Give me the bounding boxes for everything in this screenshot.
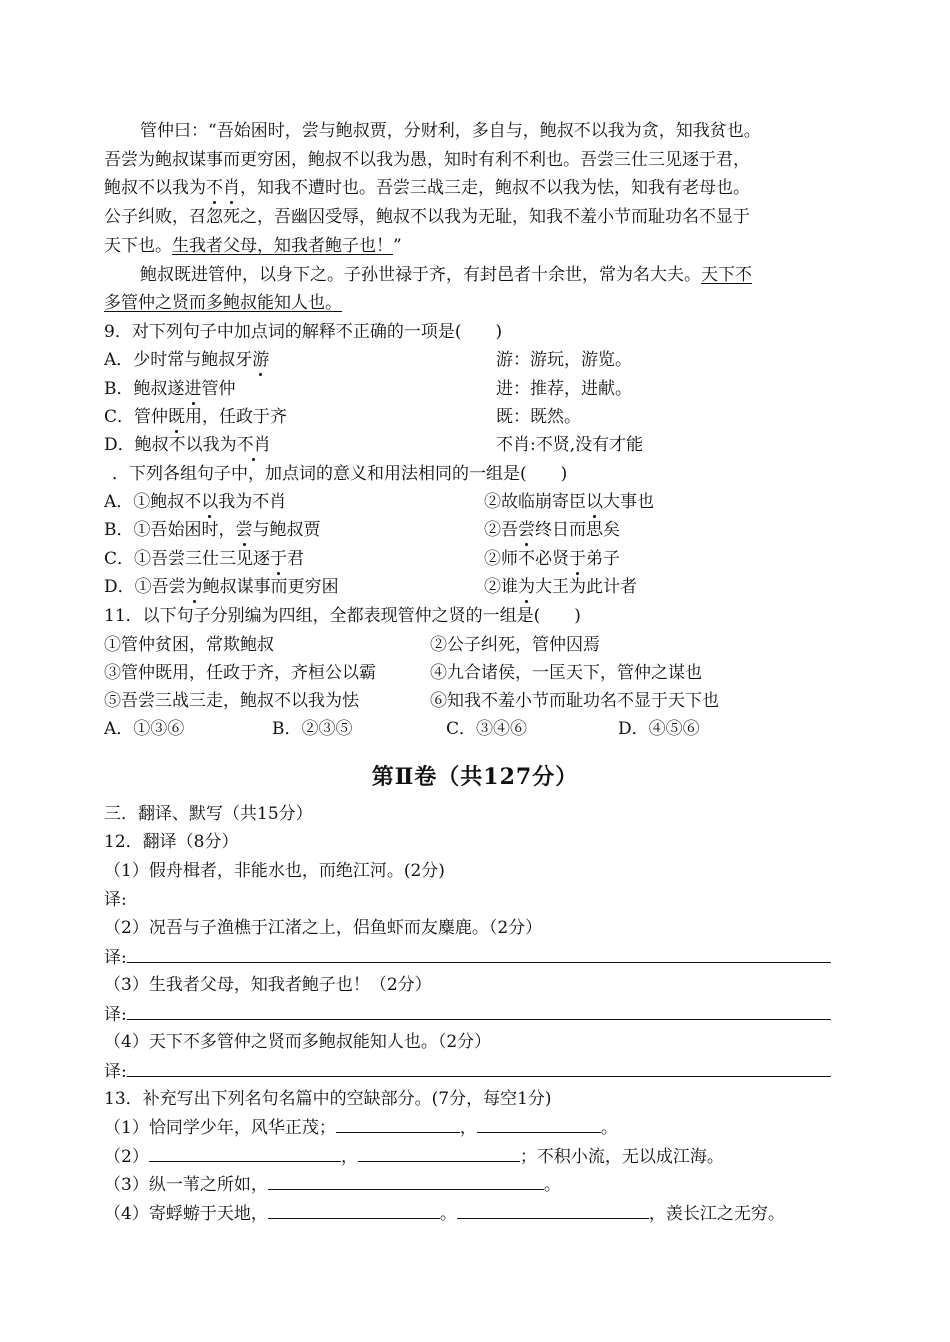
- q9-option-a: A．少时常与鲍叔牙游 游：游玩，游览。: [104, 350, 632, 370]
- passage-line: [104, 292, 342, 314]
- answer-line[interactable]: 译:: [104, 1003, 831, 1026]
- translate-item: （2）况吾与子渔樵于江渚之上，侣鱼虾而友麋鹿。（2分）: [104, 918, 543, 938]
- passage-line: 鲍叔不以我为不肖，知我不遭时也。吾尝三战三走，鲍叔不以我为怯，知我有老母也。: [104, 178, 750, 198]
- answer-blank: [127, 946, 831, 963]
- question-10-stem: ．下列各组句子中，加点词的意义和用法相同的一组是( ): [112, 464, 568, 484]
- fill-blank[interactable]: [268, 1202, 440, 1219]
- fill-blank[interactable]: [336, 1116, 460, 1133]
- q9-option-c: C．管仲既用，任政于齐 既：既然。: [104, 407, 581, 427]
- answer-line[interactable]: 译:: [104, 946, 831, 969]
- fill-item: （4）寄蜉蝣于天地， 。 ，羡长江之无穷。: [104, 1204, 785, 1224]
- fill-blank[interactable]: [477, 1116, 601, 1133]
- dotted-char: 既: [168, 407, 186, 427]
- dotted-char: 为: [518, 577, 535, 597]
- q9-explanation: 不肖:不贤,没有才能: [496, 435, 644, 455]
- dotted-char: 以: [586, 492, 603, 512]
- fill-blank[interactable]: [457, 1202, 649, 1219]
- q9-option-d: D．鲍叔不以我为不肖 不肖:不贤,没有才能: [104, 435, 644, 455]
- fill-blank[interactable]: [268, 1173, 544, 1190]
- q10-option-c: C．①吾尝三仕三见逐于君 ②师不必贤于弟子: [104, 549, 620, 569]
- q11-row: ①管仲贫困，常欺鲍叔 ②公子纠死，管仲囚焉: [104, 635, 600, 655]
- dotted-char: 不肖: [236, 435, 271, 455]
- passage-line: 管仲曰：“吾始困时，尝与鲍叔贾，分财利，多自与，鲍叔不以我为贪，知我贫也。: [140, 121, 761, 141]
- q10-option-d: D．①吾尝为鲍叔谋事而更穷困 ②谁为大王为此计者: [104, 577, 637, 597]
- q11-row: ③管仲既用，任政于齐，齐桓公以霸 ④九合诸侯，一匡天下，管仲之谋也: [104, 663, 702, 683]
- part-3-heading: 三．翻译、默写（共15分）: [104, 804, 313, 824]
- dotted-char: 为: [185, 577, 203, 597]
- answer-blank: [127, 1060, 831, 1077]
- passage-line: 吾尝为鲍叔谋事而更穷困，鲍叔不以我为愚，知时有利不利也。吾尝三仕三见逐于君，: [104, 150, 750, 170]
- section-2-title: 第Ⅱ卷（共127分）: [371, 764, 579, 790]
- answer-line[interactable]: 译:: [104, 890, 127, 910]
- dotted-char: 不: [206, 178, 223, 198]
- dotted-char: 游: [252, 350, 270, 370]
- question-12-stem: 12．翻译（8分）: [104, 832, 239, 852]
- q9-explanation: 既：既然。: [496, 407, 581, 427]
- passage-line: 天下也。生我者父母，知我者鲍子也！”: [104, 236, 402, 256]
- passage-line: 公子纠败，召忽死之，吾幽囚受辱，鲍叔不以我为无耻，知我不羞小节而耻功名不显于: [104, 207, 750, 227]
- passage-line: 鲍叔既进管仲，以身下之。子孙世禄于齐，有封邑者十余世，常为名大夫。天下不: [140, 265, 752, 285]
- fill-item: （3）纵一苇之所如， 。: [104, 1175, 561, 1195]
- dotted-char: 进: [184, 379, 202, 399]
- answer-line[interactable]: 译:: [104, 1060, 831, 1083]
- fill-blank[interactable]: [358, 1145, 520, 1162]
- dotted-char: 于: [270, 549, 288, 569]
- dotted-char: 尝: [235, 520, 253, 540]
- q11-choices: A．①③⑥ B．②③⑤ C．③④⑥ D．④⑤⑥: [104, 719, 700, 739]
- q9-explanation: 游：游玩，游览。: [496, 350, 632, 370]
- underlined-sentence: 生我者父母，知我者鲍子也！: [172, 236, 393, 256]
- answer-blank: [127, 1003, 831, 1020]
- dotted-char: 尝: [518, 520, 535, 540]
- underlined-sentence: 多管仲之贤而多鲍叔能知人也。: [104, 293, 342, 313]
- q11-row: ⑤吾尝三战三走，鲍叔不以我为怯 ⑥知我不羞小节而耻功名不显于天下也: [104, 691, 719, 711]
- translate-item: （3）生我者父母，知我者鲍子也！（2分）: [104, 975, 432, 995]
- q10-option-a: A．①鲍叔不以我为不肖 ②故临崩寄臣以大事也: [104, 492, 654, 512]
- question-11-stem: 11．以下句子分别编为四组，全都表现管仲之贤的一组是( ): [104, 606, 581, 626]
- dotted-char: 于: [569, 549, 586, 569]
- translate-item: （4）天下不多管仲之贤而多鲍叔能知人也。（2分）: [104, 1032, 492, 1052]
- underlined-sentence: 天下不: [701, 265, 752, 285]
- fill-item: （1）恰同学少年，风华正茂； ， 。: [104, 1118, 618, 1138]
- fill-blank[interactable]: [149, 1145, 341, 1162]
- question-9-stem: 9．对下列句子中加点词的解释不正确的一项是( ): [104, 322, 503, 342]
- translate-item: （1）假舟楫者，非能水也，而绝江河。(2分): [104, 861, 445, 881]
- dotted-char: 肖: [223, 178, 240, 198]
- q9-explanation: 进：推荐，进献。: [496, 379, 632, 399]
- q9-option-b: B．鲍叔遂进管仲 进：推荐，进献。: [104, 379, 632, 399]
- fill-item: （2） ， ；不积小流，无以成江海。: [104, 1147, 724, 1167]
- question-13-stem: 13．补充写出下列名句名篇中的空缺部分。(7分，每空1分): [104, 1089, 552, 1109]
- dotted-char: 以: [201, 492, 219, 512]
- q10-option-b: B．①吾始困时，尝与鲍叔贾 ②吾尝终日而思矣: [104, 520, 620, 540]
